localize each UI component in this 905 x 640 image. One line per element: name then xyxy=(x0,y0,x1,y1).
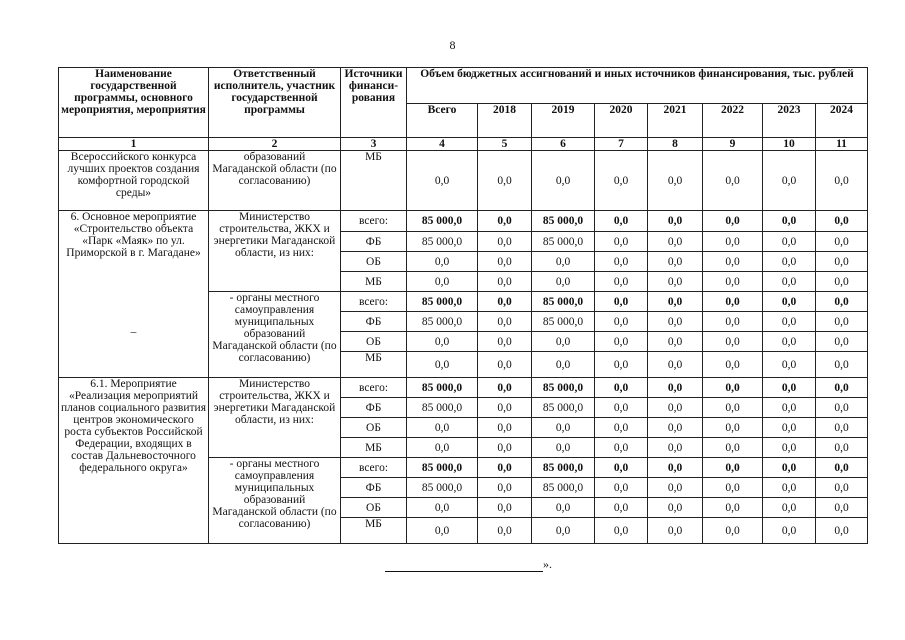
page-number: 8 xyxy=(449,38,456,52)
value-2019: 85 000,0 xyxy=(532,211,595,232)
col-number: 10 xyxy=(763,138,816,151)
value-total: 0,0 xyxy=(407,498,478,518)
value-2021: 0,0 xyxy=(648,232,703,252)
value-2022: 0,0 xyxy=(703,398,763,418)
value-2019: 85 000,0 xyxy=(532,458,595,478)
value-2018: 0,0 xyxy=(478,498,532,518)
funding-source: МБ xyxy=(341,518,407,544)
value-total: 85 000,0 xyxy=(407,478,478,498)
value-2023: 0,0 xyxy=(763,292,816,312)
value-2024: 0,0 xyxy=(816,332,868,352)
col-number: 2 xyxy=(209,138,341,151)
table-row xyxy=(59,151,868,211)
value-2018: 0,0 xyxy=(478,232,532,252)
value-2022: 0,0 xyxy=(703,272,763,292)
value-2019: 0,0 xyxy=(532,438,595,458)
value-2020: 0,0 xyxy=(595,352,648,378)
value-2024: 0,0 xyxy=(816,292,868,312)
value-2021: 0,0 xyxy=(648,352,703,378)
value-2020: 0,0 xyxy=(595,232,648,252)
funding-source: ОБ xyxy=(341,332,407,352)
value-2023: 0,0 xyxy=(763,312,816,332)
signature-line xyxy=(385,561,543,572)
value-2019: 0,0 xyxy=(532,418,595,438)
value-2022: 0,0 xyxy=(703,151,763,211)
year-header: 2023 xyxy=(763,104,816,138)
value-2018: 0,0 xyxy=(478,352,532,378)
col-number: 11 xyxy=(816,138,868,151)
value-2020: 0,0 xyxy=(595,518,648,544)
value-2021: 0,0 xyxy=(648,272,703,292)
value-2018: 0,0 xyxy=(478,518,532,544)
value-2018: 0,0 xyxy=(478,292,532,312)
year-header: 2024 xyxy=(816,104,868,138)
value-2022: 0,0 xyxy=(703,498,763,518)
value-2023: 0,0 xyxy=(763,478,816,498)
value-2019: 85 000,0 xyxy=(532,232,595,252)
value-2020: 0,0 xyxy=(595,418,648,438)
col-number: 8 xyxy=(648,138,703,151)
value-2021: 0,0 xyxy=(648,252,703,272)
funding-source: МБ xyxy=(341,272,407,292)
funding-source: ФБ xyxy=(341,232,407,252)
funding-source: ФБ xyxy=(341,312,407,332)
funding-source: МБ xyxy=(341,438,407,458)
value-total: 85 000,0 xyxy=(407,292,478,312)
program-name-text: 6. Основное мероприятие «Строительство объекта «Парк «Маяк» по ул. Приморской в г. Магадане» xyxy=(66,211,201,259)
value-2018: 0,0 xyxy=(478,398,532,418)
value-2020: 0,0 xyxy=(595,332,648,352)
value-2019: 85 000,0 xyxy=(532,378,595,398)
value-2020: 0,0 xyxy=(595,378,648,398)
year-header: 2021 xyxy=(648,104,703,138)
funding-source: ОБ xyxy=(341,498,407,518)
value-2023: 0,0 xyxy=(763,458,816,478)
value-2021: 0,0 xyxy=(648,518,703,544)
header-name: Наименование государственной программы, основного мероприятия, мероприятия xyxy=(59,68,209,138)
value-2021: 0,0 xyxy=(648,498,703,518)
col-number: 5 xyxy=(478,138,532,151)
value-2021: 0,0 xyxy=(648,418,703,438)
value-2023: 0,0 xyxy=(763,518,816,544)
value-2018: 0,0 xyxy=(478,418,532,438)
col-number: 6 xyxy=(532,138,595,151)
value-2019: 0,0 xyxy=(532,252,595,272)
value-2022: 0,0 xyxy=(703,211,763,232)
value-total: 0,0 xyxy=(407,332,478,352)
value-total: 85 000,0 xyxy=(407,378,478,398)
value-2024: 0,0 xyxy=(816,252,868,272)
value-2020: 0,0 xyxy=(595,211,648,232)
value-2023: 0,0 xyxy=(763,418,816,438)
value-total: 0,0 xyxy=(407,418,478,438)
program-name xyxy=(59,211,209,378)
value-2024: 0,0 xyxy=(816,438,868,458)
value-2023: 0,0 xyxy=(763,232,816,252)
value-2024: 0,0 xyxy=(816,272,868,292)
program-name: 6.1. Мероприятие «Реализация мероприятий планов социального развития центров экономического роста субъектов Российской Федерации, входящих в состав Дальневосточного федерального округа» xyxy=(59,378,209,544)
year-header: 2022 xyxy=(703,104,763,138)
col-number: 3 xyxy=(341,138,407,151)
value-2024: 0,0 xyxy=(816,478,868,498)
value-2021: 0,0 xyxy=(648,312,703,332)
value-2023: 0,0 xyxy=(763,211,816,232)
value-2021: 0,0 xyxy=(648,438,703,458)
value-2018: 0,0 xyxy=(478,478,532,498)
value-2023: 0,0 xyxy=(763,352,816,378)
value-2021: 0,0 xyxy=(648,378,703,398)
value-2023: 0,0 xyxy=(763,252,816,272)
dash-mark: – xyxy=(130,326,137,338)
funding-source: всего: xyxy=(341,378,407,398)
value-total: 85 000,0 xyxy=(407,312,478,332)
funding-source: ФБ xyxy=(341,478,407,498)
value-2021: 0,0 xyxy=(648,332,703,352)
header-volume: Объем бюджетных ассигнований и иных источников финансирования, тыс. рублей xyxy=(407,68,868,104)
value-2019: 0,0 xyxy=(532,498,595,518)
value-total: 0,0 xyxy=(407,252,478,272)
funding-source: ОБ xyxy=(341,252,407,272)
value-2018: 0,0 xyxy=(478,252,532,272)
year-header: 2020 xyxy=(595,104,648,138)
col-number: 9 xyxy=(703,138,763,151)
funding-source: всего: xyxy=(341,292,407,312)
responsible-party: - органы местного самоуправления муниципальных образований Магаданской области (по согласованию) xyxy=(209,458,341,544)
value-2020: 0,0 xyxy=(595,398,648,418)
value-2023: 0,0 xyxy=(763,498,816,518)
value-2018: 0,0 xyxy=(478,151,532,211)
value-total: 0,0 xyxy=(407,272,478,292)
funding-source: ОБ xyxy=(341,418,407,438)
value-2019: 85 000,0 xyxy=(532,292,595,312)
value-2021: 0,0 xyxy=(648,151,703,211)
value-2020: 0,0 xyxy=(595,312,648,332)
header-responsible: Ответственный исполнитель, участник государственной программы xyxy=(209,68,341,138)
value-2021: 0,0 xyxy=(648,398,703,418)
col-number: 4 xyxy=(407,138,478,151)
col-number: 7 xyxy=(595,138,648,151)
value-2024: 0,0 xyxy=(816,211,868,232)
value-2023: 0,0 xyxy=(763,332,816,352)
value-2024: 0,0 xyxy=(816,378,868,398)
value-2024: 0,0 xyxy=(816,498,868,518)
value-2019: 0,0 xyxy=(532,151,595,211)
header-sources: Источники финанси-рования xyxy=(341,68,407,138)
closing-quote: ». xyxy=(543,557,552,571)
value-2018: 0,0 xyxy=(478,458,532,478)
value-total: 0,0 xyxy=(407,518,478,544)
responsible-party: Министерство строительства, ЖКХ и энергетики Магаданской области, из них: xyxy=(209,211,341,292)
value-2023: 0,0 xyxy=(763,378,816,398)
table-row xyxy=(59,211,868,232)
value-2022: 0,0 xyxy=(703,292,763,312)
funding-source: МБ xyxy=(341,352,407,378)
value-total: 85 000,0 xyxy=(407,458,478,478)
value-2018: 0,0 xyxy=(478,211,532,232)
value-2022: 0,0 xyxy=(703,518,763,544)
value-2023: 0,0 xyxy=(763,438,816,458)
value-total: 0,0 xyxy=(407,151,478,211)
value-2019: 0,0 xyxy=(532,272,595,292)
value-2020: 0,0 xyxy=(595,458,648,478)
column-number-row xyxy=(59,138,868,151)
value-2018: 0,0 xyxy=(478,332,532,352)
closing-mark xyxy=(385,557,552,572)
value-2024: 0,0 xyxy=(816,518,868,544)
value-2023: 0,0 xyxy=(763,272,816,292)
funding-source: всего: xyxy=(341,211,407,232)
value-2023: 0,0 xyxy=(763,151,816,211)
value-2021: 0,0 xyxy=(648,211,703,232)
value-2018: 0,0 xyxy=(478,378,532,398)
value-2022: 0,0 xyxy=(703,478,763,498)
value-2021: 0,0 xyxy=(648,478,703,498)
value-2024: 0,0 xyxy=(816,232,868,252)
value-2021: 0,0 xyxy=(648,458,703,478)
value-2022: 0,0 xyxy=(703,418,763,438)
value-2022: 0,0 xyxy=(703,458,763,478)
funding-source: всего: xyxy=(341,458,407,478)
value-total: 85 000,0 xyxy=(407,398,478,418)
responsible-party: Министерство строительства, ЖКХ и энергетики Магаданской области, из них: xyxy=(209,378,341,458)
value-2020: 0,0 xyxy=(595,292,648,312)
table-row xyxy=(59,378,868,398)
value-2022: 0,0 xyxy=(703,232,763,252)
value-2019: 0,0 xyxy=(532,518,595,544)
year-header: 2019 xyxy=(532,104,595,138)
value-2022: 0,0 xyxy=(703,378,763,398)
value-2022: 0,0 xyxy=(703,332,763,352)
responsible-party: - органы местного самоуправления муниципальных образований Магаданской области (по согласованию) xyxy=(209,292,341,378)
value-2019: 0,0 xyxy=(532,332,595,352)
value-2019: 85 000,0 xyxy=(532,312,595,332)
value-2019: 85 000,0 xyxy=(532,478,595,498)
value-2024: 0,0 xyxy=(816,458,868,478)
value-2020: 0,0 xyxy=(595,272,648,292)
value-2020: 0,0 xyxy=(595,478,648,498)
year-header: Всего xyxy=(407,104,478,138)
value-2018: 0,0 xyxy=(478,438,532,458)
responsible-party: образований Магаданской области (по согласованию) xyxy=(209,151,341,211)
value-2022: 0,0 xyxy=(703,252,763,272)
program-name: Всероссийского конкурса лучших проектов создания комфортной городской среды» xyxy=(59,151,209,211)
funding-source: МБ xyxy=(341,151,407,211)
value-total: 85 000,0 xyxy=(407,211,478,232)
year-header: 2018 xyxy=(478,104,532,138)
value-2024: 0,0 xyxy=(816,418,868,438)
value-2020: 0,0 xyxy=(595,252,648,272)
budget-table xyxy=(58,67,868,544)
value-2021: 0,0 xyxy=(648,292,703,312)
value-total: 85 000,0 xyxy=(407,232,478,252)
value-2024: 0,0 xyxy=(816,151,868,211)
value-2023: 0,0 xyxy=(763,398,816,418)
value-2022: 0,0 xyxy=(703,438,763,458)
value-2024: 0,0 xyxy=(816,352,868,378)
value-total: 0,0 xyxy=(407,352,478,378)
value-2019: 0,0 xyxy=(532,352,595,378)
value-total: 0,0 xyxy=(407,438,478,458)
funding-source: ФБ xyxy=(341,398,407,418)
value-2022: 0,0 xyxy=(703,312,763,332)
value-2020: 0,0 xyxy=(595,438,648,458)
value-2020: 0,0 xyxy=(595,498,648,518)
col-number: 1 xyxy=(59,138,209,151)
value-2019: 85 000,0 xyxy=(532,398,595,418)
value-2018: 0,0 xyxy=(478,312,532,332)
value-2020: 0,0 xyxy=(595,151,648,211)
value-2018: 0,0 xyxy=(478,272,532,292)
value-2024: 0,0 xyxy=(816,312,868,332)
value-2024: 0,0 xyxy=(816,398,868,418)
value-2022: 0,0 xyxy=(703,352,763,378)
